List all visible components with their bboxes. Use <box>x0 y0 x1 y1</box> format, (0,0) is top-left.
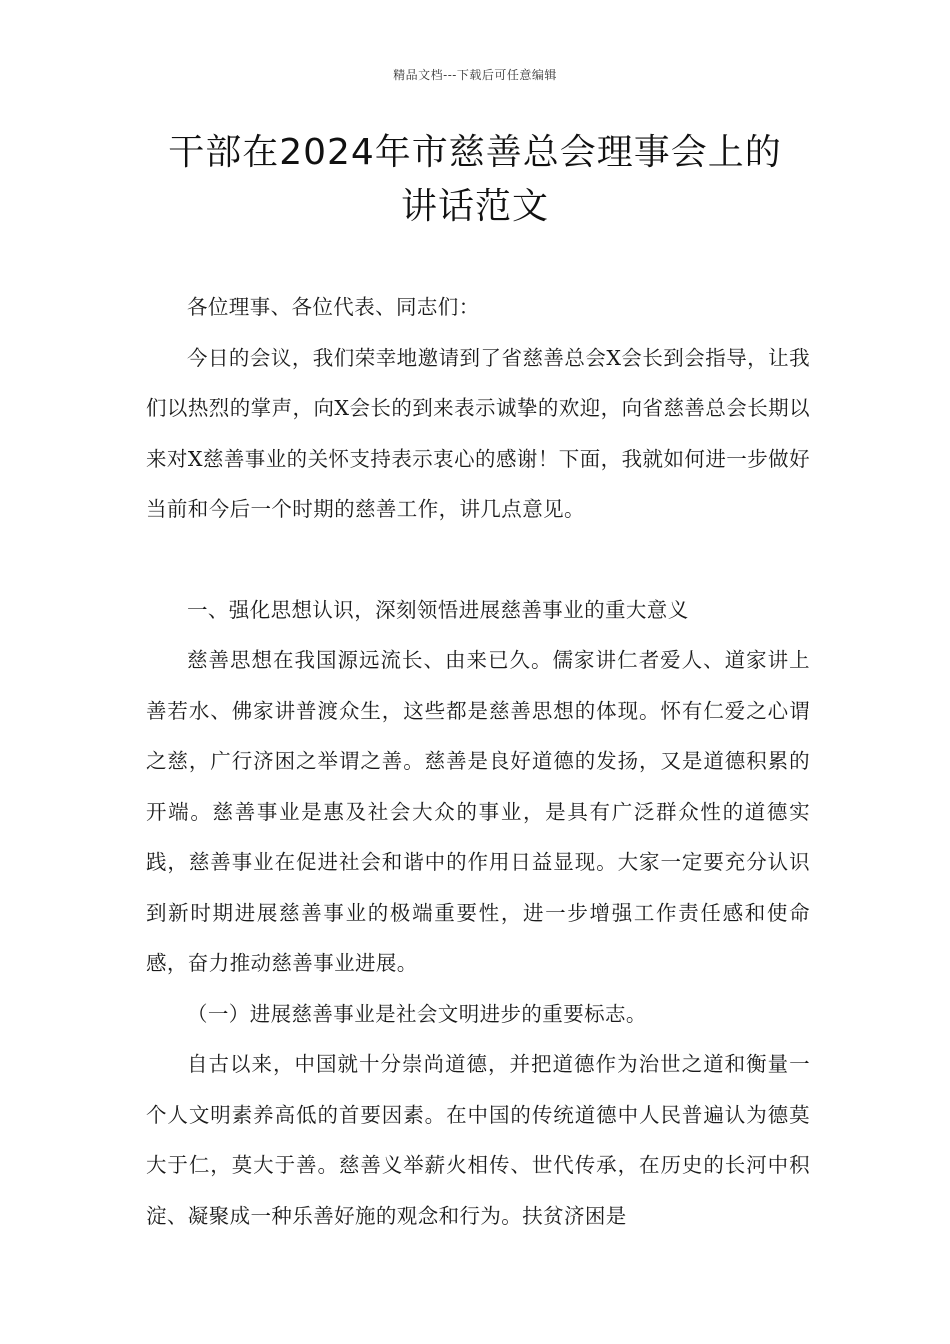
document-title <box>120 126 830 234</box>
subsection-1-heading: （一）进展慈善事业是社会文明进步的重要标志。 <box>187 1001 647 1026</box>
title-line-2: 讲话范文 <box>400 186 549 227</box>
header-note: 精品文档---下载后可任意编辑 <box>393 68 557 82</box>
section-1-paragraph: 慈善思想在我国源远流长、由来已久。儒家讲仁者爱人、道家讲上善若水、佛家讲普渡众生，这些都是慈善思想的体现。怀有仁爱之心谓之慈，广行济困之举谓之善。慈善是良好道德的发扬，又是道德积累的开端。慈善事业是惠及社会大众的事业，是具有广泛群众性的道德实践，慈善事业在促进社会和谐中的作用日益显现。大家一定要充分认识到新时期进展慈善事业的极端重要性，进一步增强工作责任感和使命感，奋力推动慈善事业进展。 <box>146 648 810 975</box>
document-body <box>146 282 810 1241</box>
opening-paragraph: 今日的会议，我们荣幸地邀请到了省慈善总会X会长到会指导，让我们以热烈的掌声，向X会长的到来表示诚挚的欢迎，向省慈善总会长期以来对X慈善事业的关怀支持表示衷心的感谢！下面，我就如何进一步做好当前和今后一个时期的慈善工作，讲几点意见。 <box>146 345 810 521</box>
subsection-1-paragraph: 自古以来，中国就十分崇尚道德，并把道德作为治世之道和衡量一个人文明素养高低的首要因素。在中国的传统道德中人民普遍认为德莫大于仁，莫大于善。慈善义举薪火相传、世代传承，在历史的长河中积淀、凝聚成一种乐善好施的观念和行为。扶贫济困是 <box>146 1052 810 1228</box>
section-1-heading: 一、强化思想认识，深刻领悟进展慈善事业的重大意义 <box>187 597 689 622</box>
title-line-1: 干部在2024年市慈善总会理事会上的 <box>168 132 782 173</box>
salutation: 各位理事、各位代表、同志们： <box>187 295 480 319</box>
